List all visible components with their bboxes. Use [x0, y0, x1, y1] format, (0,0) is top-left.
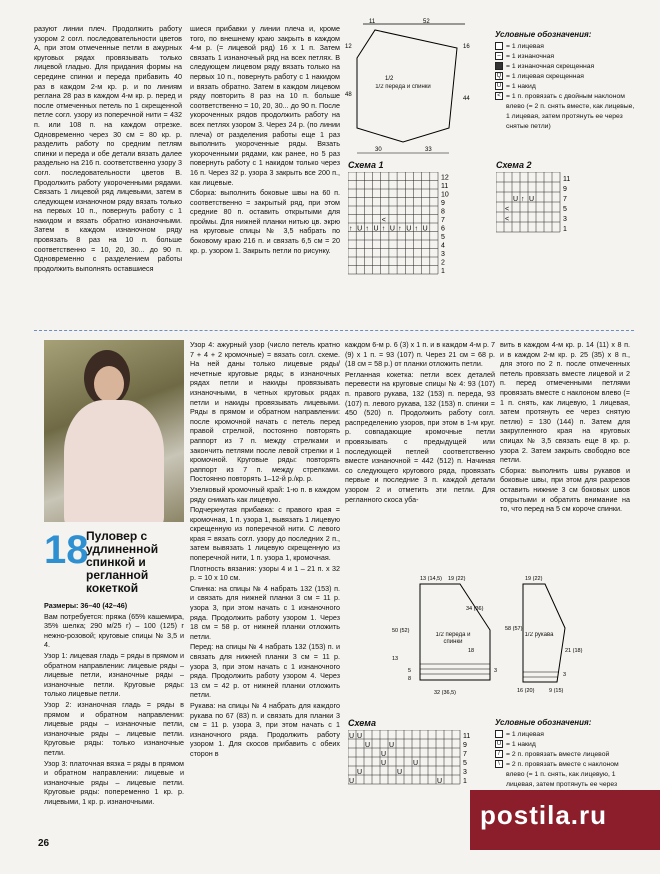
row-number: 7 [441, 217, 445, 224]
row-number: 2 [441, 259, 445, 267]
text-column-bottom-1 [44, 601, 184, 831]
dim-label: 33 [425, 147, 432, 153]
row-number: 11 [563, 176, 571, 183]
row-number: 12 [441, 174, 449, 182]
dim-label: 19 (22) [525, 576, 543, 582]
piece-label: 1/2 переда и спинки [375, 84, 431, 90]
dim-label: 16 [463, 44, 470, 50]
paragraph: каждом 6-м р. 6 (3) х 1 п. и в каждом 4-м р. 7 (9) х 1 п. = 93 (107) п. Через 21 см = 68 р. (18 см = 58 р.) от планки отложить петли. [345, 340, 495, 369]
dim-label: 12 [345, 44, 352, 50]
dim-label: 11 [369, 19, 376, 25]
schema-bottom-title: Схема [348, 718, 376, 728]
legend-item: \ = 2 п. провязать вместе с наклоном влево (= 1 п. снять, как лицевую, 1 лицевая, затем протянуть ее через [495, 760, 635, 800]
dim-label: 3 [563, 672, 567, 678]
garment-diagram-front [390, 572, 500, 697]
sleeve-diagram [505, 572, 595, 697]
yarn-over-icon: U [496, 741, 502, 747]
stitch-symbol: U [381, 760, 387, 767]
text-column-mid-3 [190, 340, 340, 840]
legend-item: / = 2 п. провязать вместе лицевой [495, 750, 635, 760]
dim-label: 13 (14,5) [420, 576, 443, 582]
row-number: 9 [563, 186, 567, 193]
model-photo [44, 340, 184, 522]
purl-stitch-icon: – [495, 52, 503, 60]
legend-item: = 1 лицевая [495, 730, 635, 740]
text-column-mid-5 [500, 340, 630, 540]
k2tog-icon: / [495, 750, 503, 758]
stitch-symbol: U [349, 778, 355, 785]
knit-stitch-icon [495, 42, 503, 50]
stitch-symbol: U [349, 733, 355, 740]
row-number: 1 [441, 268, 445, 275]
paragraph: Спинка: на спицы № 4 набрать 132 (153) п. и связать для нижней планки 3 см = 11 р. узора 3, при этом начать с 1 изнаночного ряда. Продолжить работу узором 1. Через 18 см = 58 р. от нижней планки отложить петли. [190, 583, 340, 641]
row-number: 8 [441, 208, 445, 216]
photo-shape [94, 366, 124, 402]
row-number: 11 [441, 183, 449, 190]
row-number: 3 [563, 216, 567, 223]
dim-label: 9 (15) [549, 688, 564, 694]
legend-bottom [495, 718, 635, 800]
photo-shape [64, 400, 164, 522]
paragraph: Узор 2: изнаночная гладь = ряды в прямом и обратном направлении: лицевые ряды – изнаночные петли, изнаночные ряды – лицевые петли. Круговые ряды: только изнаночные петли. [44, 699, 184, 757]
paragraph: Перед: на спицы № 4 набрать 132 (153) п. и связать для нижней планки 3 см = 11 р. узора 3, при этом начать с 1 изнаночного ряда. Продолжить работу узором 4. Через 13 см = 42 р. от нижней планки отложить петли. [190, 642, 340, 700]
piece-label: 1/2 переда и спинки [435, 632, 471, 645]
row-number: 1 [563, 226, 567, 233]
paragraph: Размеры: 36–40 (42–46) [44, 601, 128, 610]
dim-label: 52 [423, 19, 430, 25]
stitch-symbol: U [389, 225, 395, 233]
paragraph: разуют линии плеч. Продолжить работу узором 2 согл. последовательности цветов А, при этом отмеченные петли в ажурных круговых рядах провязывать только лицевой гладью. Для придания формы на середине спинки и переда прибавить 40 раз в каждом 2-м кр. р. и по линиям реглана 28 раз в каждом 4-м кр. р. перед и после отмеченных петель по 1 скрещенной петле согл. узору из поперечной нити = 432 п. или 108 п. на каждом отрезке. Одновременно через 30 см = 80 кр. р. разделить работу по средним петлям спинки и переда и обе детали вязать далее раздельно на 216 п. соответственно узору 3 согл. последовательности цветов В. Продолжить работу укороченными рядами. Связать 1 лицевой ряд лицевыми, затем в следующем изнаночном ряду вязать только на первых 10 п., повернуть работу с 1 накидом и вязать обратно изнаночными. Затем в каждом изнаночном ряду провязать 8 раз на 10 п. больше соответственно = 10, 20, 30... до 90 п. Одновременно с разделением работы продолжить выполнять оставшиеся [34, 24, 182, 273]
row-number: 5 [463, 760, 467, 767]
schema-bottom-grid [348, 730, 488, 790]
schema-1-grid [348, 172, 458, 282]
text-column-top-1 [34, 24, 182, 324]
schema-2-grid [496, 172, 586, 252]
double-decrease-icon: < [495, 92, 503, 100]
dim-label: 13 [392, 656, 399, 662]
stitch-symbol: U [422, 225, 428, 233]
row-number: 10 [441, 191, 449, 199]
stitch-symbol: U [437, 778, 443, 785]
stitch-symbol: < [381, 217, 386, 224]
section-divider [34, 330, 634, 331]
paragraph: Узор 3: платочная вязка = ряды в прямом и обратном направлении: лицевые и изнаночные ряды – лицевые петли. Круговые ряды: попеременно 1 кр. р. лицевыми, 1 кр. р. изнаночными. [44, 758, 184, 806]
yarn-over-icon: U [496, 83, 502, 89]
knit-stitch-icon [495, 730, 503, 738]
legend-title: Условные обозначения: [495, 718, 592, 727]
dim-label: 16 (20) [517, 688, 535, 694]
watermark-banner[interactable] [470, 790, 660, 850]
legend-top [495, 30, 635, 132]
text-column-mid-4 [345, 340, 495, 600]
dim-label: 8 [408, 676, 412, 682]
legend-item: – = 1 изнаночная [495, 52, 635, 62]
stitch-symbol: ↑ [365, 225, 369, 233]
paragraph: Регланная кокетка: петли всех деталей перевести на круговые спицы № 4: 93 (107) п. правого рукава, 132 (153) п. переда, 93 (107) п. левого рукава, 132 (153) п. спинки = 450 (520) п. Продолжить работу согл. распределению узоров, при этом в 1-м круг. р. совпадающие кромочные петли провязывать с предыдущей или последующей петлей соответственно вместе изнаночной = 442 (512) п. Начиная со следующего кругового ряда, провязать первые и последние 3 п. каждой детали узором 2 и отметить эти петли. Для регланного скоса уба- [345, 369, 495, 504]
row-number: 7 [563, 196, 567, 203]
row-number: 6 [441, 225, 445, 233]
dim-label: 58 (57) [505, 626, 523, 632]
legend-item: = 1 лицевая [495, 42, 635, 52]
dim-label: 50 (52) [392, 628, 410, 634]
stitch-symbol: U [529, 196, 535, 203]
page-number: 26 [38, 838, 50, 849]
stitch-symbol: U [397, 769, 403, 776]
row-number: 5 [563, 206, 567, 213]
paragraph: Узор 1: лицевая гладь = ряды в прямом и обратном направлении: лицевые ряды – лицевые петли, изнаночные ряды – изнаночные петли. Круговые ряды: только лицевые петли. [44, 650, 184, 699]
paragraph: Подчеркнутая прибавка: с правого края = кромочная, 1 п. узора 1, вывязать 1 лицевую скрещенную из поперечной нити. С левого края = вязать согл. узору до последних 2 п., затем вывязать 1 лицевую скрещенную из поперечной нити, 1 п. узора 1, кромочная. [190, 505, 340, 563]
dim-label: 34 (36) [466, 606, 484, 612]
paragraph: вить в каждом 4-м кр. р. 14 (11) х 8 п. и в каждом 2-м кр. р. 25 (35) х 8 п., для этого по 2 п. после отмеченных петель провязать вместе лицевой и 2 п. перед отмеченными петлями провязать вместе с наклоном влево (= 1 п. снять, как лицевую, 1 лицевая, затем протянуть ее через снятую петлю) = 130 (144) п. Затем для закругленного края на круговых спицах № 3,5 связать еще 8 кр. р. узора 2. Затем закрыть свободно все петли. [500, 340, 630, 465]
stitch-symbol: U [365, 742, 371, 749]
stitch-symbol: U [357, 225, 363, 233]
row-number: 9 [463, 742, 467, 749]
dim-label: 44 [463, 96, 470, 102]
stitch-symbol: U [357, 733, 363, 740]
legend-title: Условные обозначения: [495, 30, 592, 39]
garment-diagram-top [345, 18, 495, 158]
stitch-symbol: < [505, 216, 510, 223]
legend-item: < = 1 п. провязать с двойным наклоном влево (= 2 п. снять вместе, как лицевые, 1 лицевая, затем протянуть ее через снятые петли) [495, 92, 635, 132]
row-number: 11 [463, 733, 471, 740]
stitch-symbol: ↑ [381, 225, 386, 233]
stitch-symbol: U [373, 225, 379, 233]
dim-label: 30 [375, 147, 382, 153]
dim-label: 5 [408, 668, 412, 674]
paragraph: Сборка: выполнить швы рукавов и боковые швы, при этом для разрезов оставить нижние 3 см боковых швов открытыми и обратить внимание на то, что перед на 5 см короче спинки. [500, 465, 630, 514]
dim-label: 3 [494, 668, 498, 674]
row-number: 3 [441, 251, 445, 258]
stitch-symbol: ↑ [521, 196, 525, 203]
twisted-purl-icon [495, 62, 503, 70]
stitch-symbol: < [505, 206, 510, 213]
stitch-symbol: ↑ [414, 225, 418, 233]
watermark-text: postila.ru [480, 800, 608, 830]
piece-label: 1/2 рукава [524, 632, 554, 638]
schema-1-title: Схема 1 [348, 160, 384, 170]
dim-label: 19 (22) [448, 576, 466, 582]
twisted-knit-icon: Q [496, 73, 502, 79]
row-number: 5 [441, 234, 445, 241]
paragraph: Рукава: на спицы № 4 набрать для каждого рукава по 67 (83) п. и связать для планки 3 см = 11 р. узора 3, при этом начать с 1 изнаночного ряда. Продолжить работу узором 1. Для скосов прибавить с обеих сторон в [190, 700, 340, 758]
text-column-top-2 [190, 24, 340, 324]
dim-label: 32 (36,5) [434, 690, 457, 696]
paragraph: шиеся прибавки у линии плеча и, кроме того, по внешнему краю закрыть в каждом 4-м р. (= лицевой ряд) 16 х 1 п. Затем связать 1 изнаночный ряд на всех петлях. В следующем лицевом ряду вязать только на первых 10 п., повернуть работу с 1 накидом и вязать обратно. Затем в каждом лицевом ряду повторить 8 раз на 10 п. больше соответственно = 10, 20, 30... до 90 п. После укороченных рядов продолжить работу на всех петлях узором 3. Через 24 р. (по линии плеча) от разделения работы еще 1 раз выполнить укороченные ряды. Вязать укороченными рядами, как ранее, но 5 раз повернуть работу с 1 накидом только через 16 п. Через 32 р. узора 3 закрыть все 200 п., как лицевые. [190, 24, 340, 187]
row-number: 7 [463, 751, 467, 758]
legend-item: Q = 1 лицевая скрещенная [496, 73, 584, 80]
pattern-title: Пуловер с удлиненной спинкой и регланной кокеткой [86, 529, 159, 595]
pattern-number: 18 [44, 528, 89, 572]
stitch-symbol: ↑ [398, 225, 402, 233]
schema-2-title: Схема 2 [496, 160, 532, 170]
legend-item: U = 1 накид [496, 83, 536, 90]
stitch-symbol: ↑ [349, 225, 353, 233]
paragraph: Плотность вязания: узоры 4 и 1 – 21 п. х 32 р. = 10 х 10 см. [190, 563, 340, 583]
paragraph: Сборка: выполнить боковые швы на 60 п. соответственно = закрытый ряд, при этом средние 80 п. оставить открытыми для проймы. Для нижней планки нитью цв. экрю на круговые спицы № 3,5 набрать по боковому краю 216 п. и связать 6,5 см = 20 кр. р. узором 1. Закрыть петли по рисунку. [190, 188, 340, 255]
legend-item: = 1 изнаночная скрещенная [495, 62, 635, 72]
stitch-symbol: U [513, 196, 519, 203]
piece-label: 1/2 [385, 76, 394, 82]
row-number: 3 [463, 769, 467, 776]
stitch-symbol: U [357, 769, 363, 776]
dim-label: 48 [345, 92, 352, 98]
row-number: 1 [463, 778, 467, 785]
dim-label: 21 (18) [565, 648, 583, 654]
legend-item: U = 1 накид [496, 741, 536, 748]
stitch-symbol: U [406, 225, 412, 233]
paragraph: Вам потребуется: пряжа (65% кашемира, 35% шелка; 290 м/25 г) – 100 (125) г нежно-розовой; круговые спицы № 3,5 и 4. [44, 611, 184, 650]
stitch-symbol: U [389, 742, 395, 749]
paragraph: Узор 4: ажурный узор (число петель кратно 7 + 4 + 2 кромочные) = вязать согл. схеме. На ней даны только лицевые ряды/нечетные круговые ряды; в изнаночных рядах петли и накиды провязывать изнаночными, в четных круговых рядах петли и накиды провязывать лицевыми. Ряды в прямом и обратном направлении: после кромочной начать с петель перед правой стрелкой, постоянно повторять раппорт из 7 п. между стрелками и закончить петлями после левой стрелки и 1 кромочной. Круговые ряды: повторять раппорт из 7 п. между стрелками. Постоянно повторять 1–12-й р./кр. р. [190, 340, 340, 484]
dim-label: 18 [468, 648, 475, 654]
row-number: 4 [441, 242, 445, 250]
row-number: 9 [441, 200, 445, 207]
paragraph: Узелковый кромочный край: 1-ю п. в каждом ряду снимать как лицевую. [190, 484, 340, 504]
stitch-symbol: U [413, 760, 419, 767]
ssk-icon: \ [495, 760, 503, 768]
stitch-symbol: U [381, 751, 387, 758]
